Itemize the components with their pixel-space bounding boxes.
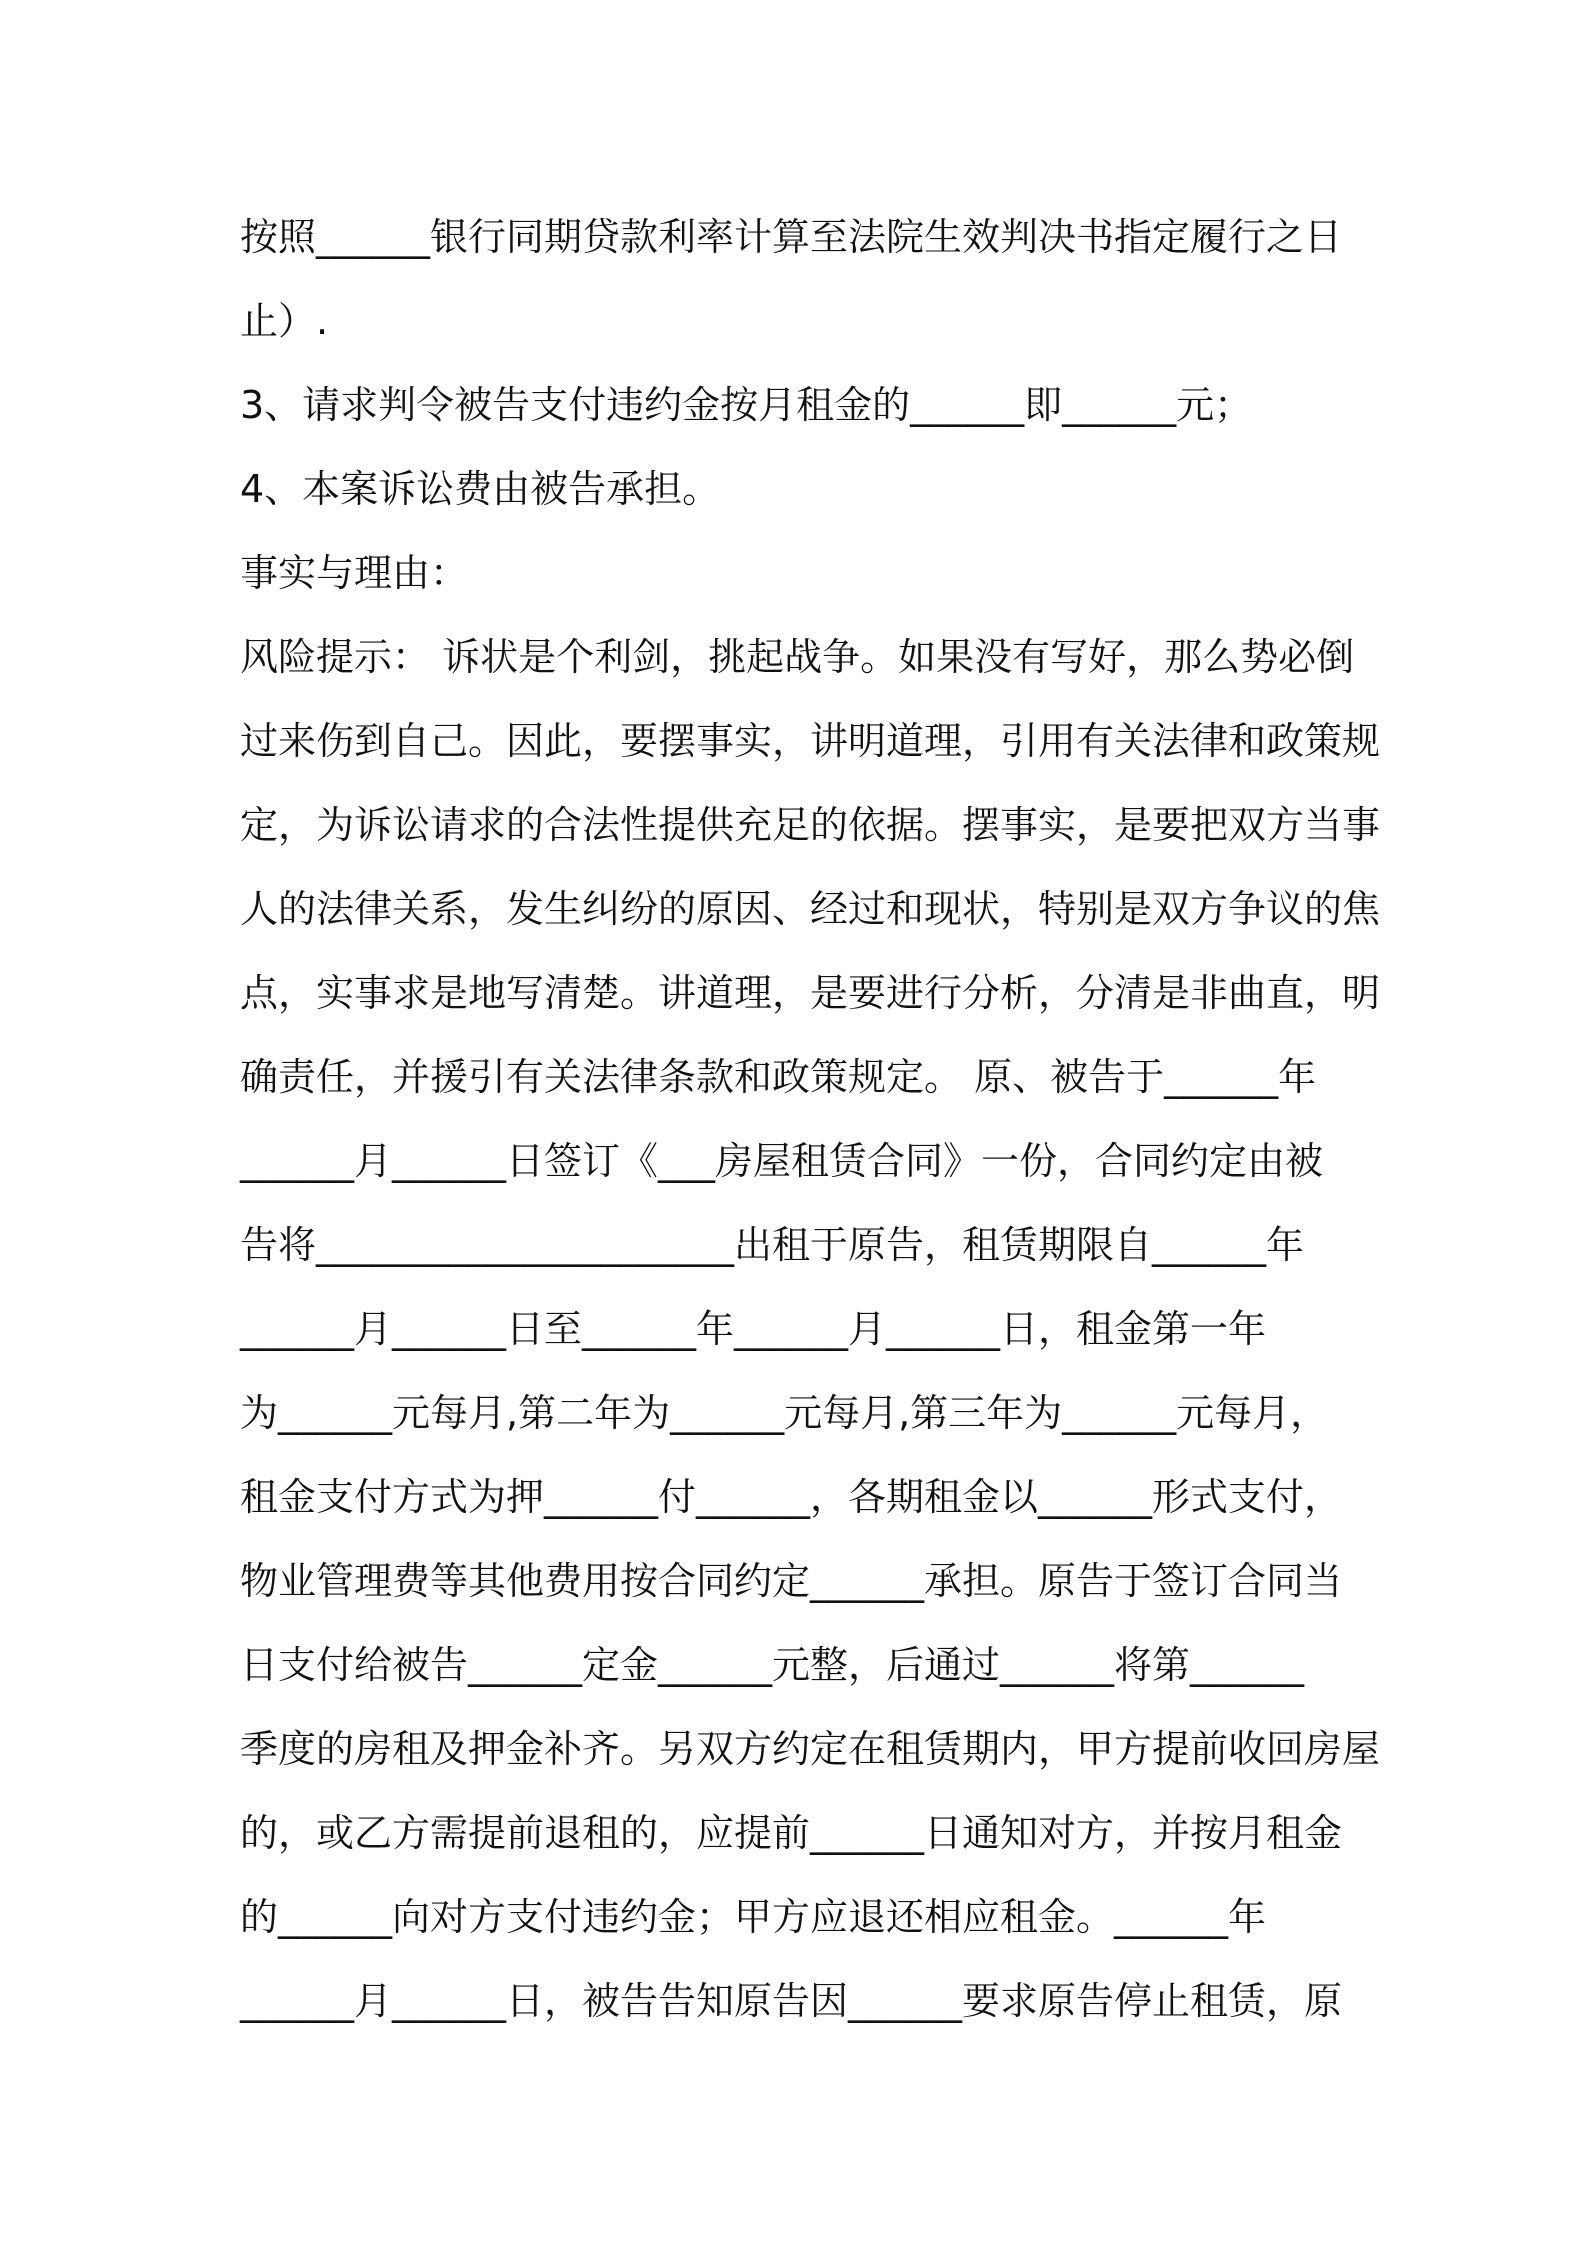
text-line: 租金支付方式为押______付______，各期租金以______形式支付， (240, 1475, 1343, 1519)
text-line: 点，实事求是地写清楚。讲道理，是要进行分析，分清是非曲直，明 (240, 971, 1381, 1015)
section-heading: 事实与理由： (240, 551, 469, 595)
text-line: 季度的房租及押金补齐。另双方约定在租赁期内，甲方提前收回房屋 (240, 1727, 1381, 1771)
text-line: 定，为诉讼请求的合法性提供充足的依据。摆事实，是要把双方当事 (240, 803, 1381, 847)
text-line: 3、请求判令被告支付违约金按月租金的______即______元； (240, 383, 1253, 427)
text-line: 为______元每月,第二年为______元每月,第三年为______元每月， (240, 1391, 1329, 1435)
text-line: ______月______日签订《___房屋租赁合同》一份，合同约定由被 (240, 1139, 1324, 1183)
text-line: 的______向对方支付违约金；甲方应退还相应租金。______年 (240, 1895, 1267, 1939)
text-line: 物业管理费等其他费用按合同约定______承担。原告于签订合同当 (240, 1559, 1343, 1603)
text-line: 日支付给被告______定金______元整，后通过______将第______ (240, 1643, 1305, 1687)
text-line: 的，或乙方需提前退租的，应提前______日通知对方，并按月租金 (240, 1811, 1343, 1855)
text-line: ______月______日至______年______月______日，租金第一年 (240, 1307, 1267, 1351)
document-body (240, 195, 1381, 2043)
text-line: 风险提示： 诉状是个利剑，挑起战争。如果没有写好，那么势必倒 (240, 635, 1355, 679)
text-line: 确责任，并援引有关法律条款和政策规定。 原、被告于______年 (240, 1055, 1317, 1099)
text-line: ______月______日，被告告知原告因______要求原告停止租赁，原 (240, 1979, 1343, 2023)
text-line: 人的法律关系，发生纠纷的原因、经过和现状，特别是双方争议的焦 (240, 887, 1381, 931)
text-line: 按照______银行同期贷款利率计算至法院生效判决书指定履行之日 (240, 215, 1343, 259)
text-line: 告将______________________出租于原告，租赁期限自______年 (240, 1223, 1305, 1267)
text-line: 止）. (240, 299, 329, 343)
text-line: 4、本案诉讼费由被告承担。 (240, 467, 721, 511)
text-line: 过来伤到自己。因此，要摆事实，讲明道理，引用有关法律和政策规 (240, 719, 1381, 763)
